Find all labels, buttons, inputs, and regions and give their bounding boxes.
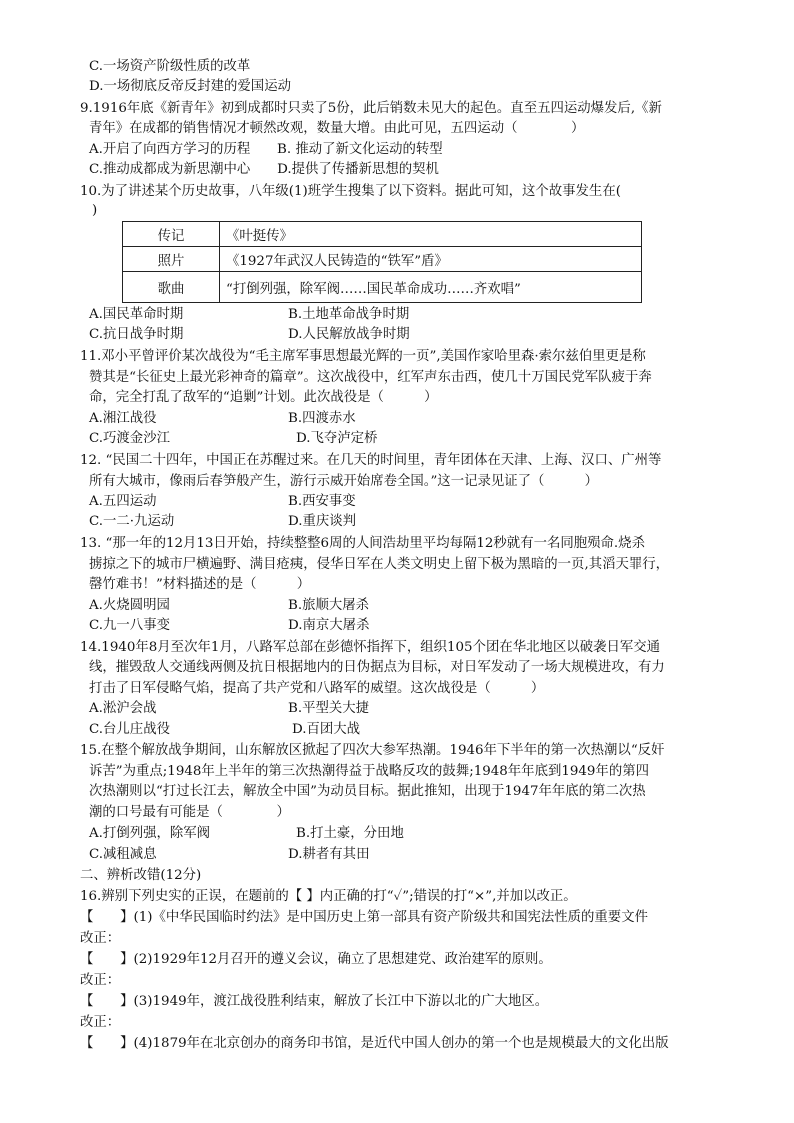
table-cell-content: 《1927年武汉人民铸造的“铁军”盾》 — [220, 247, 642, 272]
q11-option-c: C.巧渡金沙江 — [89, 431, 170, 446]
q16-item-1-fix: 改正： — [80, 931, 121, 946]
q13-option-c: C.九一八事变 — [89, 618, 170, 633]
q15-option-d: D.耕者有其田 — [288, 847, 370, 862]
q10-option-d: D.人民解放战争时期 — [288, 327, 410, 342]
q12-option-d: D.重庆谈判 — [288, 514, 357, 529]
q13-option-a: A.火烧圆明园 — [89, 598, 170, 613]
q11-option-a: A.湘江战役 — [89, 411, 157, 426]
q13-stem-2: 掳掠之下的城市尸横遍野、满目疮痍，侵华日军在人类文明史上留下极为黑暗的一页,其滔天罪行， — [89, 557, 670, 572]
q9-options-cd: C.推动成都成为新思潮中心 D.提供了传播新思想的契机 — [89, 162, 439, 177]
q8-option-d: D.一场彻底反帝反封建的爱国运动 — [89, 79, 291, 94]
q16-item-2: 【 】(2)1929年12月召开的遵义会议，确立了思想建党、政治建军的原则。 — [80, 952, 552, 967]
q12-option-c: C.一二·九运动 — [89, 514, 175, 529]
q12-option-b: B.西安事变 — [288, 494, 356, 509]
q10-source-table — [122, 221, 642, 303]
q15-stem-1: 15.在整个解放战争期间，山东解放区掀起了四次大参军热潮。1946年下半年的第一次热潮以“反奸 — [80, 743, 665, 758]
q16-item-1: 【 】(1)《中华民国临时约法》是中国历史上第一部具有资产阶级共和国宪法性质的重要文件 — [80, 910, 648, 925]
table-cell-type: 照片 — [123, 247, 220, 272]
q16-item-2-fix: 改正： — [80, 973, 121, 988]
q15-option-c: C.减租减息 — [89, 847, 157, 862]
q12-stem-2: 所有大城市，像雨后春笋般产生，游行示威开始席卷全国。”这一记录见证了（ ） — [89, 474, 598, 489]
q14-option-c: C.台儿庄战役 — [89, 722, 170, 737]
q15-option-a: A.打倒列强，除军阀 — [89, 826, 211, 841]
table-row — [123, 272, 642, 303]
q14-option-a: A.淞沪会战 — [89, 701, 157, 716]
q9-options-ab: A.开启了向西方学习的历程 B. 推动了新文化运动的转型 — [89, 142, 443, 157]
q13-stem-1: 13. “那一年的12月13日开始，持续整整6周的人间浩劫里平均每隔12秒就有一名同胞殒命.烧杀 — [80, 536, 645, 551]
q14-stem-3: 打击了日军侵略气焰，提高了共产党和八路军的威望。这次战役是（ ） — [89, 681, 545, 696]
q12-stem-1: 12. “民国二十四年，中国正在苏醒过来。在几天的时间里，青年团体在天津、上海、汉口、广州等 — [80, 453, 662, 468]
q15-option-b: B.打土豪，分田地 — [296, 826, 404, 841]
q14-option-b: B.平型关大捷 — [288, 701, 370, 716]
q13-stem-3: 罄竹难书！”材料描述的是（ ） — [89, 577, 311, 592]
q8-option-c: C.一场资产阶级性质的改革 — [89, 59, 251, 74]
q16-item-3: 【 】(3)1949年，渡江战役胜利结束，解放了长江中下游以北的广大地区。 — [80, 994, 549, 1009]
q13-option-d: D.南京大屠杀 — [288, 618, 370, 633]
q11-stem-2: 赞其是“长征史上最光彩神奇的篇章”。这次战役中，红军声东击西，使几十万国民党军队疲于奔 — [89, 370, 652, 385]
q10-stem-2: ) — [92, 203, 98, 218]
q9-stem-1: 9.1916年底《新青年》初到成都时只卖了5份，此后销数未见大的起色。直至五四运动爆发后,《新 — [80, 101, 662, 116]
q11-stem-3: 命，完全打乱了敌军的“追剿”计划。此次战役是（ ） — [89, 390, 438, 405]
q15-stem-3: 次热潮则以“打过长江去，解放全中国”为动员目标。据此推知，出现于1947年年底的第二次热 — [89, 784, 646, 799]
q14-stem-2: 线，摧毁敌人交通线两侧及抗日根据地内的日伪据点为目标，对日军发动了一场大规模进攻，有力 — [89, 660, 665, 675]
q10-option-b: B.土地革命战争时期 — [288, 307, 410, 322]
q15-stem-2: 诉苦”为重点;1948年上半年的第三次热潮得益于战略反攻的鼓舞;1948年年底到1949年的第四 — [89, 764, 649, 779]
q15-stem-4: 潮的口号最有可能是（ ） — [89, 805, 290, 820]
q10-option-c: C.抗日战争时期 — [89, 327, 184, 342]
q14-stem-1: 14.1940年8月至次年1月，八路军总部在彭德怀指挥下，组织105个团在华北地区以破袭日军交通 — [80, 640, 661, 655]
q11-option-d: D.飞夺泸定桥 — [296, 431, 378, 446]
q14-option-d: D.百团大战 — [292, 722, 361, 737]
q11-option-b: B.四渡赤水 — [288, 411, 356, 426]
q9-stem-2: 青年》在成都的销售情况才顿然改观，数量大增。由此可见，五四运动（ ） — [89, 121, 585, 136]
q10-option-a: A.国民革命时期 — [89, 307, 184, 322]
table-row — [123, 247, 642, 272]
table-cell-type: 传记 — [123, 222, 220, 247]
table-cell-type: 歌曲 — [123, 272, 220, 303]
section-2-heading: 二、辨析改错(12分) — [80, 868, 202, 883]
q13-option-b: B.旅顺大屠杀 — [288, 598, 370, 613]
table-row — [123, 222, 642, 247]
table-cell-content: 《叶挺传》 — [220, 222, 642, 247]
q10-stem-1: 10.为了讲述某个历史故事，八年级(1)班学生搜集了以下资料。据此可知，这个故事发生在( — [80, 184, 621, 199]
q16-instruction: 16.辨别下列史实的正误，在题前的【 】内正确的打“✓”;错误的打“×”,并加以改正。 — [80, 889, 577, 904]
q16-item-4: 【 】(4)1879年在北京创办的商务印书馆，是近代中国人创办的第一个也是规模最大的文化出版 — [80, 1036, 669, 1051]
q16-item-3-fix: 改正： — [80, 1015, 121, 1030]
table-cell-content: “打倒列强，除军阀……国民革命成功……齐欢唱” — [220, 272, 642, 303]
q11-stem-1: 11.邓小平曾评价某次战役为“毛主席军事思想最光辉的一页”,美国作家哈里森·索尔兹伯里更是称 — [80, 349, 646, 364]
q12-option-a: A.五四运动 — [89, 494, 157, 509]
